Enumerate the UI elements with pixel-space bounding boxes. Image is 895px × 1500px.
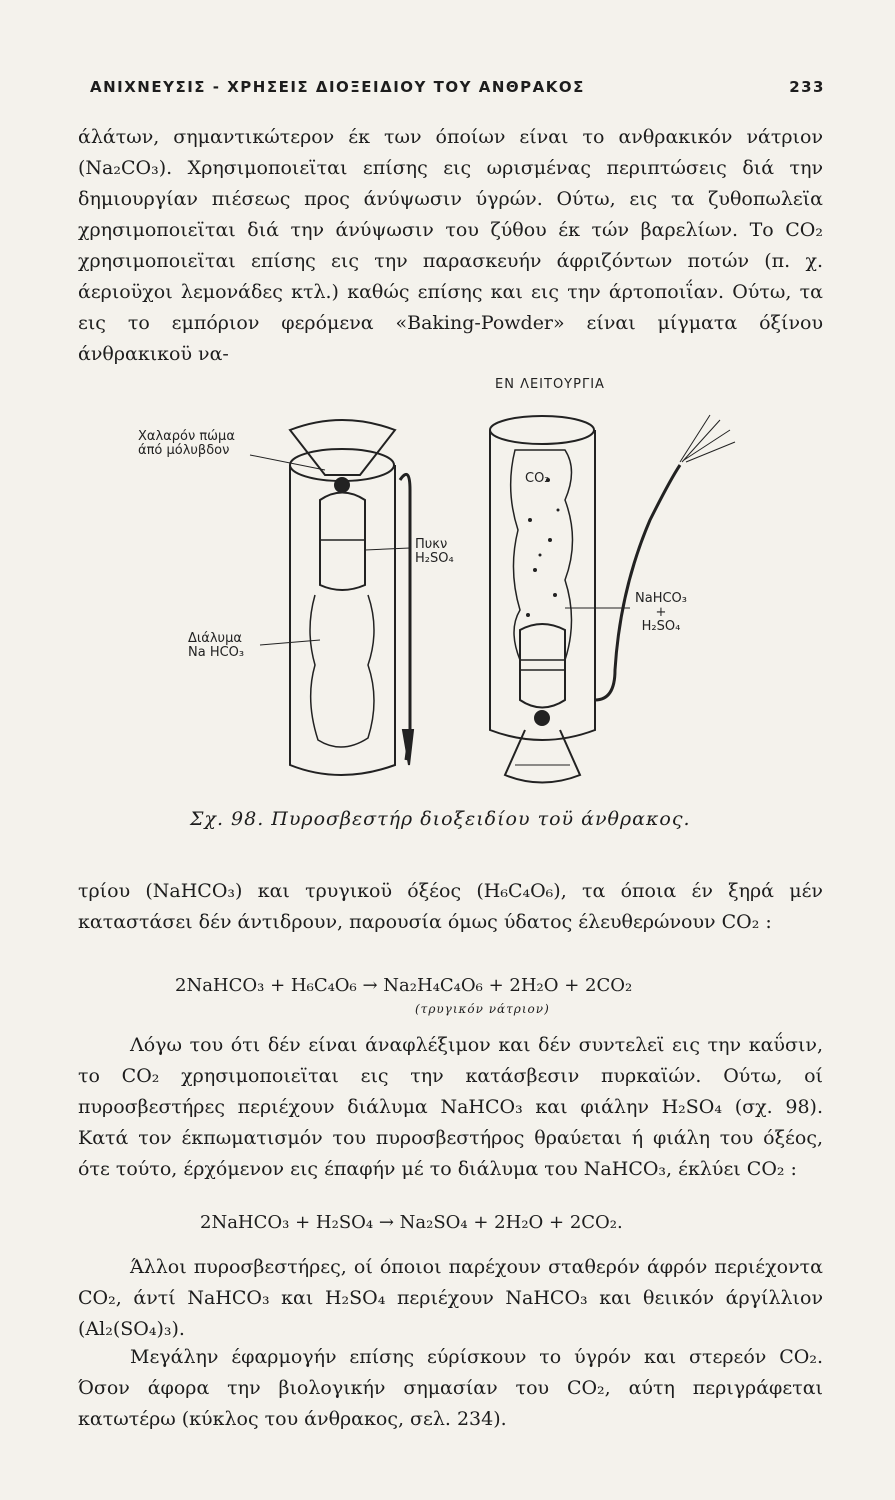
right-stopper (535, 711, 549, 725)
label-co2: CO₂ (525, 471, 550, 486)
right-acid-bottle (520, 624, 565, 708)
left-funnel (290, 420, 395, 475)
label-stopper: Χαλαρόν πώμα άπό μόλυβδον (138, 429, 235, 458)
paragraph-last-block (78, 1342, 823, 1435)
paragraph-foam-block (78, 1252, 823, 1345)
equation-1-note: (τρυγικόν νάτριον) (415, 1002, 550, 1016)
paragraph-lower-block (78, 1030, 823, 1185)
header-title: ΑΝΙΧΝΕΥΣΙΣ - ΧΡΗΣΕΙΣ ΔΙΟΞΕΙΔΙΟΥ ΤΟΥ ΑΝΘΡΑΚΟΣ (90, 78, 585, 96)
figure-title-in-operation: ΕΝ ΛΕΙΤΟΥΡΓΙΑ (495, 377, 605, 392)
left-cylinder-top (290, 449, 394, 481)
label-acid: Πυκν H₂SO₄ (415, 537, 454, 566)
label-mixture: NaHCO₃ + H₂SO₄ (635, 591, 687, 634)
right-hose (595, 465, 680, 700)
paragraph-foam: Άλλοι πυροσβεστήρες, οί όποιοι παρέχουν σταθερόν άφρόν περιέχοντα CO₂, άντί NaHCO₃ και H₂SO₄ περιέχουν NaHCO₃ και θειικόν άργίλλιον (Al₂(SO₄)₃). (78, 1256, 823, 1340)
spray (680, 415, 735, 462)
paragraph-top: άλάτων, σημαντικώτερον έκ των όποίων είναι το ανθρακικόν νάτριον (Na₂CO₃). Χρησιμοποιεϊται επίσης εις ωρισμένας περιπτώσεις διά την δημιουργίαν πιέσεως προς άνύψωσιν ύγρών. Ούτω, εις τα ζυθοπωλεϊα χρησιμοποιεϊται διά την άνύψωσιν του ζύθου έκ τών βαρελίων. Το CO₂ χρησιμοποιεϊται επίσης εις την παρασκευήν άφριζόντων ποτών (π. χ. άεριοϋχοι λεμονάδες κτλ.) καθώς επίσης και εις την άρτοποιΐαν. Ούτω, τα εις το εμπόριον φερόμενα «Baking-Powder» είναι μίγματα όξίνου άνθρακικοϋ να- (78, 126, 823, 365)
paragraph-lower: Λόγω του ότι δέν είναι άναφλέξιμον και δέν συντελεϊ εις την καΰσιν, το CO₂ χρησιμοποιεϊται εις την κατάσβεσιν πυρκαϊών. Ούτω, οί πυροσβεστήρες περιέχουν διάλυμα NaHCO₃ και φιάλην H₂SO₄ (σχ. 98). Κατά τον έκπωματισμόν του πυροσβεστήρος θραύεται ή φιάλη του όξέος, ότε τούτο, έρχόμενον εις έπαφήν μέ το διάλυμα του NaHCO₃, έκλύει CO₂ : (78, 1034, 823, 1180)
paragraph-top-block (78, 122, 823, 370)
paragraph-middle-block (78, 876, 823, 938)
left-solution (310, 595, 374, 747)
figure-98 (110, 370, 830, 810)
paragraph-last: Μεγάλην έφαρμογήν επίσης εύρίσκουν το ύγρόν και στερεόν CO₂. Όσον άφορα την βιολογικήν σημασίαν του CO₂, αύτη περιγράφεται κατωτέρω (κύκλος του άνθρακος, σελ. 234). (78, 1346, 823, 1430)
right-cylinder-top (490, 416, 594, 444)
left-acid-bottle (320, 493, 365, 591)
equation-2: 2NaHCO₃ + H₂SO₄ → Na₂SO₄ + 2H₂O + 2CO₂. (200, 1212, 623, 1233)
lead-stopper (335, 478, 349, 492)
figure-caption: Σχ. 98. Πυροσβεστήρ διοξειδίου τοϋ άνθρακος. (190, 808, 691, 830)
equation-1: 2NaHCO₃ + H₆C₄O₆ → Na₂H₄C₄O₆ + 2H₂O + 2CO₂ (175, 975, 633, 996)
page-number: 233 (789, 78, 825, 96)
left-cylinder (290, 465, 395, 775)
label-solution: Διάλυμα Na HCO₃ (188, 631, 245, 660)
running-header (90, 78, 825, 96)
left-hose (400, 474, 410, 760)
paragraph-middle: τρίου (NaHCO₃) και τρυγικοϋ όξέος (H₆C₄O₆), τα όποια έν ξηρά μέν καταστάσει δέν άντιδρουν, παρουσία όμως ύδατος έλευθερώνουν CO₂ : (78, 880, 823, 933)
